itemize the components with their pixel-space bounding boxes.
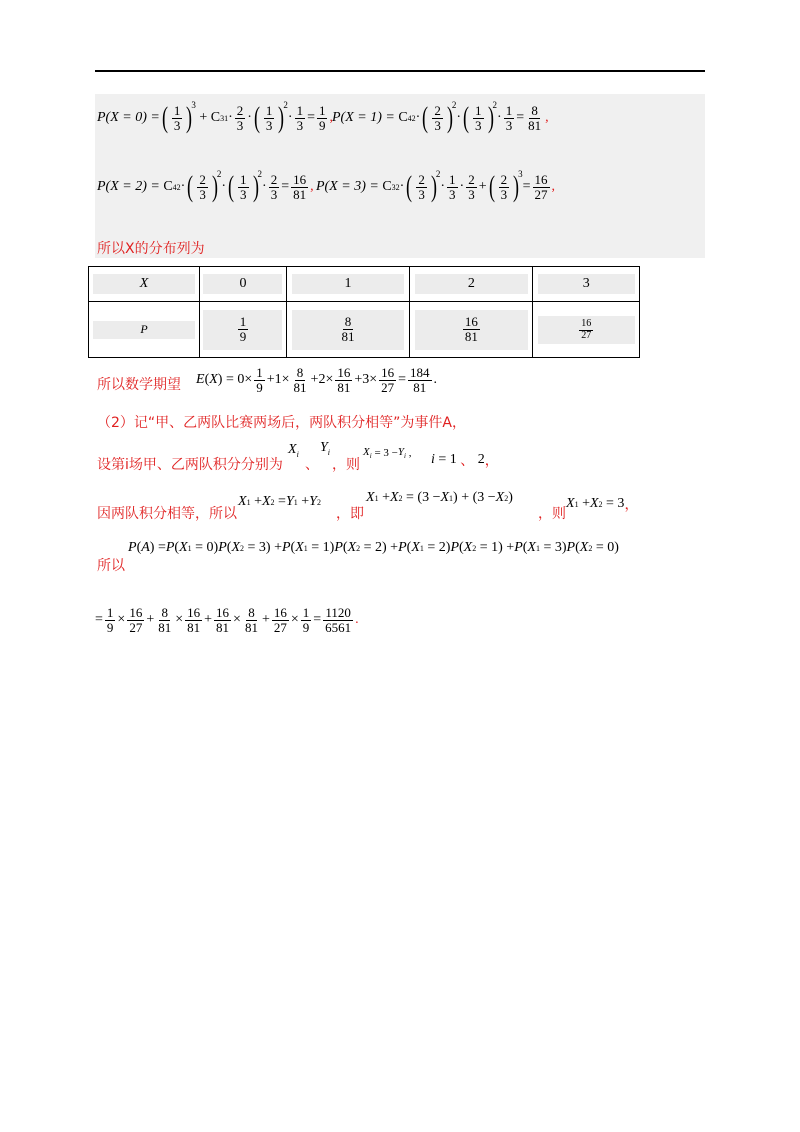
- expectation-prefix: 所以数学期望: [97, 377, 181, 393]
- p3-result: $\frac{16}{27}$: [534, 171, 548, 202]
- equation-p-x3: P(X = 3) = C 3 2 · ( $\frac{2}{3}$ ) 2 · $\frac{1}{3}$ · $\frac{2}{3}$ + ( $\frac{2}{3}$ ) 3 = $\frac{16}{27}$ ,: [316, 169, 555, 203]
- table-prob-row: [89, 302, 640, 358]
- equation-p-x0: P(X = 0) = ( $\frac{1}{3}$ ) 3 + C 3 1 · $\frac{2}{3}$ · ( $\frac{1}{3}$ ) 2 · $\frac{1}{3}$ = $\frac{1}{9}$ ,: [97, 100, 333, 134]
- i-values: i = 1 、 2 ，: [431, 452, 499, 469]
- header-0: 0: [203, 274, 282, 294]
- part2-line2-prefix: 设第i场甲、乙两队积分分别为: [97, 457, 283, 473]
- part2-line4-prefix: 所以: [97, 558, 125, 574]
- part2-line3-then: ，则: [538, 506, 566, 522]
- prob-3: $\frac{16}{27}$: [581, 318, 592, 341]
- header-1: 1: [292, 274, 405, 294]
- equation-p-x2: P(X = 2) = C 4 2 · ( $\frac{2}{3}$ ) 2 · ( $\frac{1}{3}$ ) 2 · $\frac{2}{3}$ = $\frac{16}{81}$ ,: [97, 169, 314, 203]
- header-3: 3: [538, 274, 635, 294]
- distribution-table: [88, 266, 640, 358]
- prob-1: $\frac{8}{81}$: [341, 314, 355, 344]
- expectation-result: $\frac{184}{81}$: [410, 364, 430, 395]
- row-label-p: P: [93, 321, 194, 339]
- p2-result: $\frac{16}{81}$: [293, 171, 307, 202]
- distribution-intro: 所以X的分布列为: [97, 241, 205, 257]
- header-x: X: [93, 274, 194, 294]
- xi-equals: $X_i$ = 3 − $Y_i$ ,: [363, 446, 412, 461]
- p0-result: $\frac{1}{9}$: [318, 102, 326, 133]
- part2-line2-then: ，则: [332, 457, 360, 473]
- part2-line3-prefix: 因两队积分相等，所以: [97, 506, 237, 522]
- prob-0: $\frac{1}{9}$: [239, 314, 247, 344]
- sum-equality: X 1 + X 2 = Y 1 + Y 2: [238, 494, 321, 509]
- sum-result: X 1 + X 2 = 3 ，: [566, 496, 639, 513]
- part2-line2-sep: 、: [305, 457, 319, 473]
- sum-expansion: X 1 + X 2 = (3 − X 1 ) + (3 − X 2 ): [366, 490, 513, 505]
- equation-p-x1: P(X = 1) = C 4 2 · ( $\frac{2}{3}$ ) 2 · ( $\frac{1}{3}$ ) 2 · $\frac{1}{3}$ = $\frac{8}{81}$ ,: [332, 100, 549, 134]
- final-computation: = $\frac{1}{9}$ × $\frac{16}{27}$ + $\frac{8}{81}$ × $\frac{16}{81}$ + $\frac{16}{81}$ × $\frac{8}{81}$ + $\frac{16}{27}$ × $\frac{1}{9}$ = $\frac{1120}{6561}$ .: [95, 604, 359, 635]
- header-2: 2: [415, 274, 528, 294]
- prob-a-formula: P ( A ) = P ( X 1 = 0) P ( X 2 = 3) + P ( X 1 = 1) P ( X 2 = 2) + P ( X 1 = 2) P ( X 2 = 1) + P ( X 1 = 3) P ( X 2 = 0): [128, 540, 619, 555]
- part2-line1: （2）记“甲、乙两队比赛两场后，两队积分相等”为事件A，: [97, 415, 466, 431]
- final-result: $\frac{1120}{6561}$: [325, 604, 352, 635]
- expectation-formula: E ( X ) = 0× $\frac{1}{9}$ +1× $\frac{8}{81}$ +2× $\frac{16}{81}$ +3× $\frac{16}{27}$ = $\frac{184}{81}$ .: [196, 364, 438, 395]
- yi-symbol: $Y_i$: [320, 440, 331, 457]
- table-header-row: [89, 267, 640, 302]
- header-rule: [95, 70, 705, 72]
- xi-symbol: $X_i$: [288, 442, 299, 459]
- p1-result: $\frac{8}{81}$: [528, 102, 542, 133]
- prob-2: $\frac{16}{81}$: [464, 314, 478, 344]
- part2-line3-mid: ，即: [336, 506, 364, 522]
